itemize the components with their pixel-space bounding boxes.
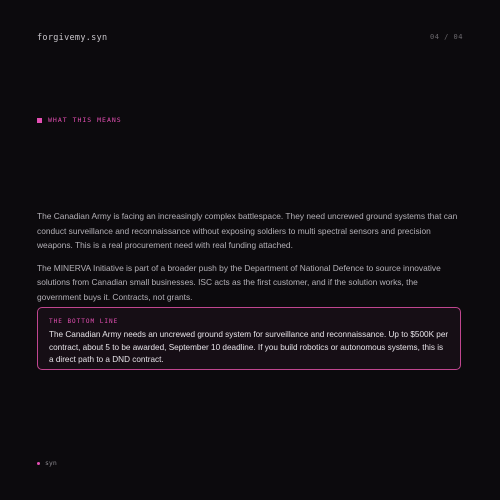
callout-text: The Canadian Army needs an uncrewed ground system for surveillance and reconnaissance. Up to $500K per contract, about 5 to be awarded, September 10 deadline. If you build robotics or autonomous systems, this is a direct path to a DND contract.: [49, 330, 449, 364]
body-text: [37, 209, 463, 312]
brand-logo-text: forgivemy.syn: [37, 33, 108, 43]
page-counter: 04 / 04: [429, 33, 463, 41]
body-paragraph: The MINERVA Initiative is part of a broader push by the Department of National Defence to source innovative solutions from Canadian small businesses. ISC acts as the first customer, and if the solution works, the government buys it. Contracts, not grants.: [37, 262, 441, 302]
footer-label: syn: [45, 459, 57, 467]
bottom-line-callout: [37, 307, 461, 370]
section-label-text: WHAT THIS MEANS: [48, 116, 122, 124]
callout-title: THE BOTTOM LINE: [49, 318, 119, 325]
section-label: [37, 116, 122, 124]
dot-bullet-icon: [37, 462, 40, 465]
body-paragraph: The Canadian Army is facing an increasingly complex battlespace. They need uncrewed ground systems that can conduct surveillance and reconnaissance without exposing soldiers to multi spectral sensors and precision weapons. This is a real procurement need with real funding attached.: [37, 211, 458, 250]
square-bullet-icon: [37, 118, 42, 123]
footer: [37, 459, 57, 467]
